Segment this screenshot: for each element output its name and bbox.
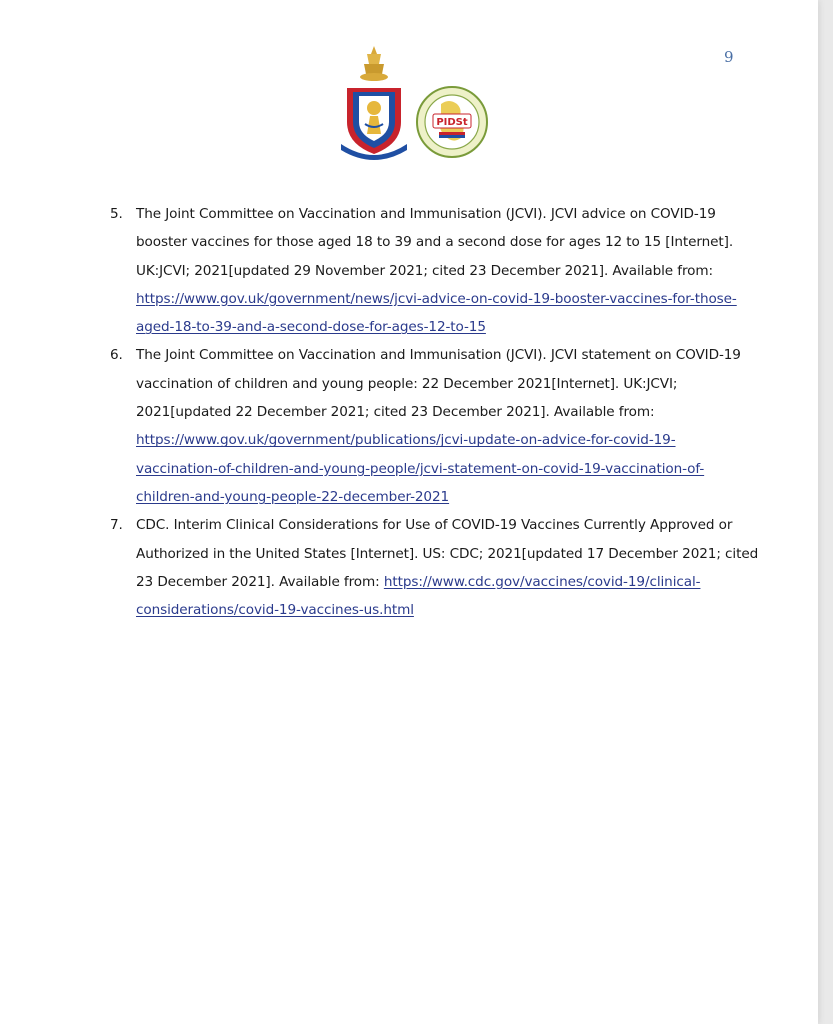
reference-item-6 — [110, 341, 741, 511]
reference-number: 7. — [110, 517, 123, 534]
reference-text-line: The Joint Committee on Vaccination and Immunisation (JCVI). JCVI advice on COVID-19 — [136, 206, 716, 222]
reference-link[interactable]: https://www.cdc.gov/vaccines/covid-19/clinical- — [383, 573, 701, 590]
reference-text-line: Authorized in the United States [Internet]. US: CDC; 2021[updated 17 December 2021; cited — [136, 545, 759, 562]
reference-text-line: 2021[updated 22 December 2021; cited 23 December 2021]. Available from: — [136, 404, 655, 421]
reference-text-line: The Joint Committee on Vaccination and Immunisation (JCVI). JCVI statement on COVID-19 — [136, 347, 741, 364]
reference-number: 6. — [110, 347, 123, 364]
reference-link[interactable]: https://www.gov.uk/government/news/jcvi-advice-on-covid-19-booster-vaccines-for-those- — [136, 290, 737, 307]
royal-emblem-icon — [341, 46, 407, 160]
reference-link[interactable]: considerations/covid-19-vaccines-us.html — [136, 602, 414, 619]
reference-link[interactable]: https://www.gov.uk/government/publications/jcvi-update-on-advice-for-covid-19- — [136, 432, 676, 449]
reference-number: 5. — [110, 206, 123, 222]
reference-text-line: vaccination of children and young people: 22 December 2021[Internet]. UK:JCVI; — [136, 375, 678, 392]
reference-text-line: booster vaccines for those aged 18 to 39 and a second dose for ages 12 to 15 [Internet]. — [136, 234, 734, 251]
reference-link[interactable]: children-and-young-people-22-december-2021 — [136, 488, 450, 505]
page-number: 9 — [724, 48, 734, 66]
pipst-logo-text: PIDSt — [436, 117, 468, 128]
reference-text-line: UK:JCVI; 2021[updated 29 November 2021; cited 23 December 2021]. Available from: — [136, 262, 713, 279]
reference-text-line: 23 December 2021]. Available from: — [136, 573, 384, 590]
reference-item-5 — [110, 200, 735, 341]
reference-item-7 — [110, 511, 759, 624]
reference-text-line: CDC. Interim Clinical Considerations for Use of COVID-19 Vaccines Currently Approved or — [136, 517, 733, 534]
header-logos — [337, 44, 497, 162]
pipst-seal-icon — [417, 87, 487, 157]
reference-link[interactable]: vaccination-of-children-and-young-people/jcvi-statement-on-covid-19-vaccination-of- — [136, 460, 705, 477]
reference-link[interactable]: aged-18-to-39-and-a-second-dose-for-ages-12-to-15 — [136, 319, 486, 336]
reference-list — [110, 200, 759, 624]
